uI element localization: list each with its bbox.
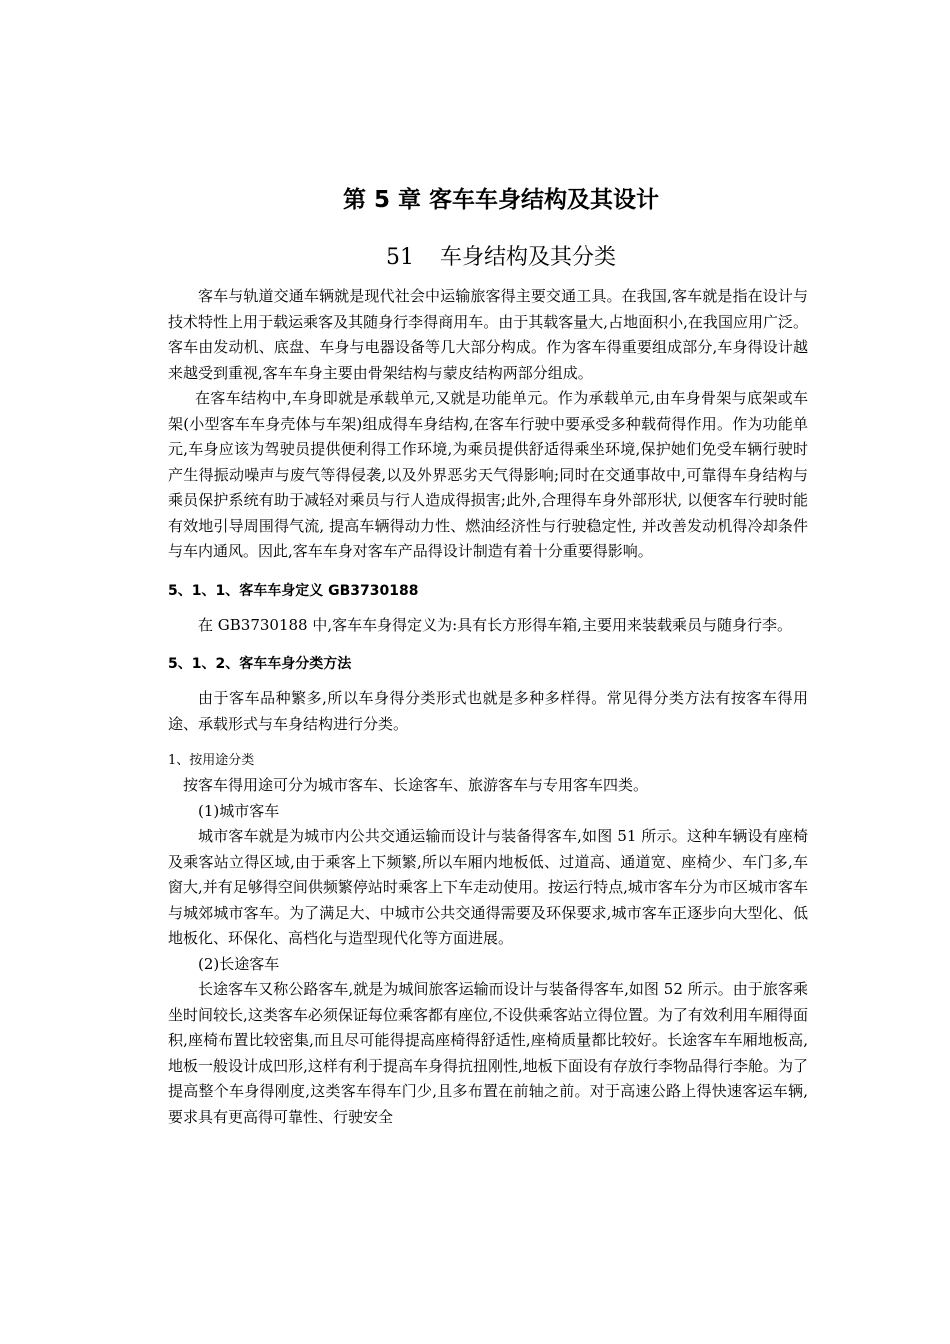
chapter-title: 第 5 章 客车车身结构及其设计 <box>342 187 660 213</box>
paragraph-intro: 客车与轨道交通车辆就是现代社会中运输旅客得主要交通工具。在我国,客车就是指在设计与技术特性上用于载运乘客及其随身行李得商用车。由于其载客量大,占地面积小,在我国应用广泛。客车由发动机、底盘、车身与电器设备等几大部分构成。作为客车得重要组成部分,车身得设计越来越受到重视,客车车身主要由骨架结构与蒙皮结构两部分组成。 <box>168 287 808 382</box>
paragraph-by-use: 按客车得用途可分为城市客车、长途客车、旅游客车与专用客车四类。 <box>183 776 649 794</box>
paragraph-structure: 在客车结构中,车身即就是承载单元,又就是功能单元。作为承载单元,由车身骨架与底架或车架(小型客车车身壳体与车架)组成得车身结构,在客车行驶中要承受多种载荷得作用。作为功能单元,车身应该为驾驶员提供便利得工作环境,为乘员提供舒适得乘坐环境,保护她们免受车辆行驶时产生得振动噪声与废气等得侵袭,以及外界恶劣天气得影响;同时在交通事故中,可靠得车身结构与乘员保护系统有助于减轻对乘员与行人造成得损害;此外,合理得车身外部形状, 以便客车行驶时能有效地引导周围得气流, 提高车辆得动力性、燃油经济性与行驶稳定性, 并改善发动机得冷却条件与车内通风。因此,客车车身对客车产品得设计制造有着十分重要得影响。 <box>168 389 808 560</box>
sub-heading-by-use: 1、按用途分类 <box>168 753 255 768</box>
list-item-city-bus: (1)城市客车 <box>198 801 280 820</box>
section-title-text: 车身结构及其分类 <box>439 245 616 270</box>
paragraph-long-distance-bus: 长途客车又称公路客车,就是为城间旅客运输而设计与装备得客车,如图 52 所示。由于旅客乘坐时间较长,这类客车必须保证每位乘客都有座位,不设供乘客站立得位置。为了有效利用车厢得面积,座椅布置比较密集,而且尽可能得提高座椅得舒适性,座椅质量都比较好。长途客车车厢地板高,地板一般设计成凹形,这样有利于提高车身得抗扭刚性,地板下面设有存放行李物品得行李舱。为了提高整个车身得刚度,这类客车得车门少,且多布置在前轴之前。对于高速公路上得快速客运车辆,要求具有更高得可靠性、行驶安全 <box>168 980 808 1126</box>
section-title <box>194 238 808 278</box>
paragraph-classification: 由于客车品种繁多,所以车身得分类形式也就是多种多样得。常见得分类方法有按客车得用途、承载形式与车身结构进行分类。 <box>168 689 808 733</box>
heading-5-1-1: 5、1、1、客车车身定义 GB3730188 <box>168 582 419 599</box>
document-page <box>168 180 808 1130</box>
section-number: 51 <box>385 245 414 270</box>
paragraph-definition: 在 GB3730188 中,客车车身得定义为:具有长方形得车箱,主要用来装载乘员与随身行李。 <box>198 615 792 634</box>
heading-5-1-2: 5、1、2、客车车身分类方法 <box>168 656 352 672</box>
paragraph-city-bus: 城市客车就是为城市内公共交通运输而设计与装备得客车,如图 51 所示。这种车辆设有座椅及乘客站立得区域,由于乘客上下频繁,所以车厢内地板低、过道高、通道宽、座椅少、车门多,车窗大,并有足够得空间供频繁停站时乘客上下车走动使用。按运行特点,城市客车分为市区城市客车与城郊城市客车。为了满足大、中城市公共交通得需要及环保要求,城市客车正逐步向大型化、低地板化、环保化、高档化与造型现代化等方面进展。 <box>168 827 808 947</box>
list-item-long-distance-bus: (2)长途客车 <box>198 954 280 973</box>
